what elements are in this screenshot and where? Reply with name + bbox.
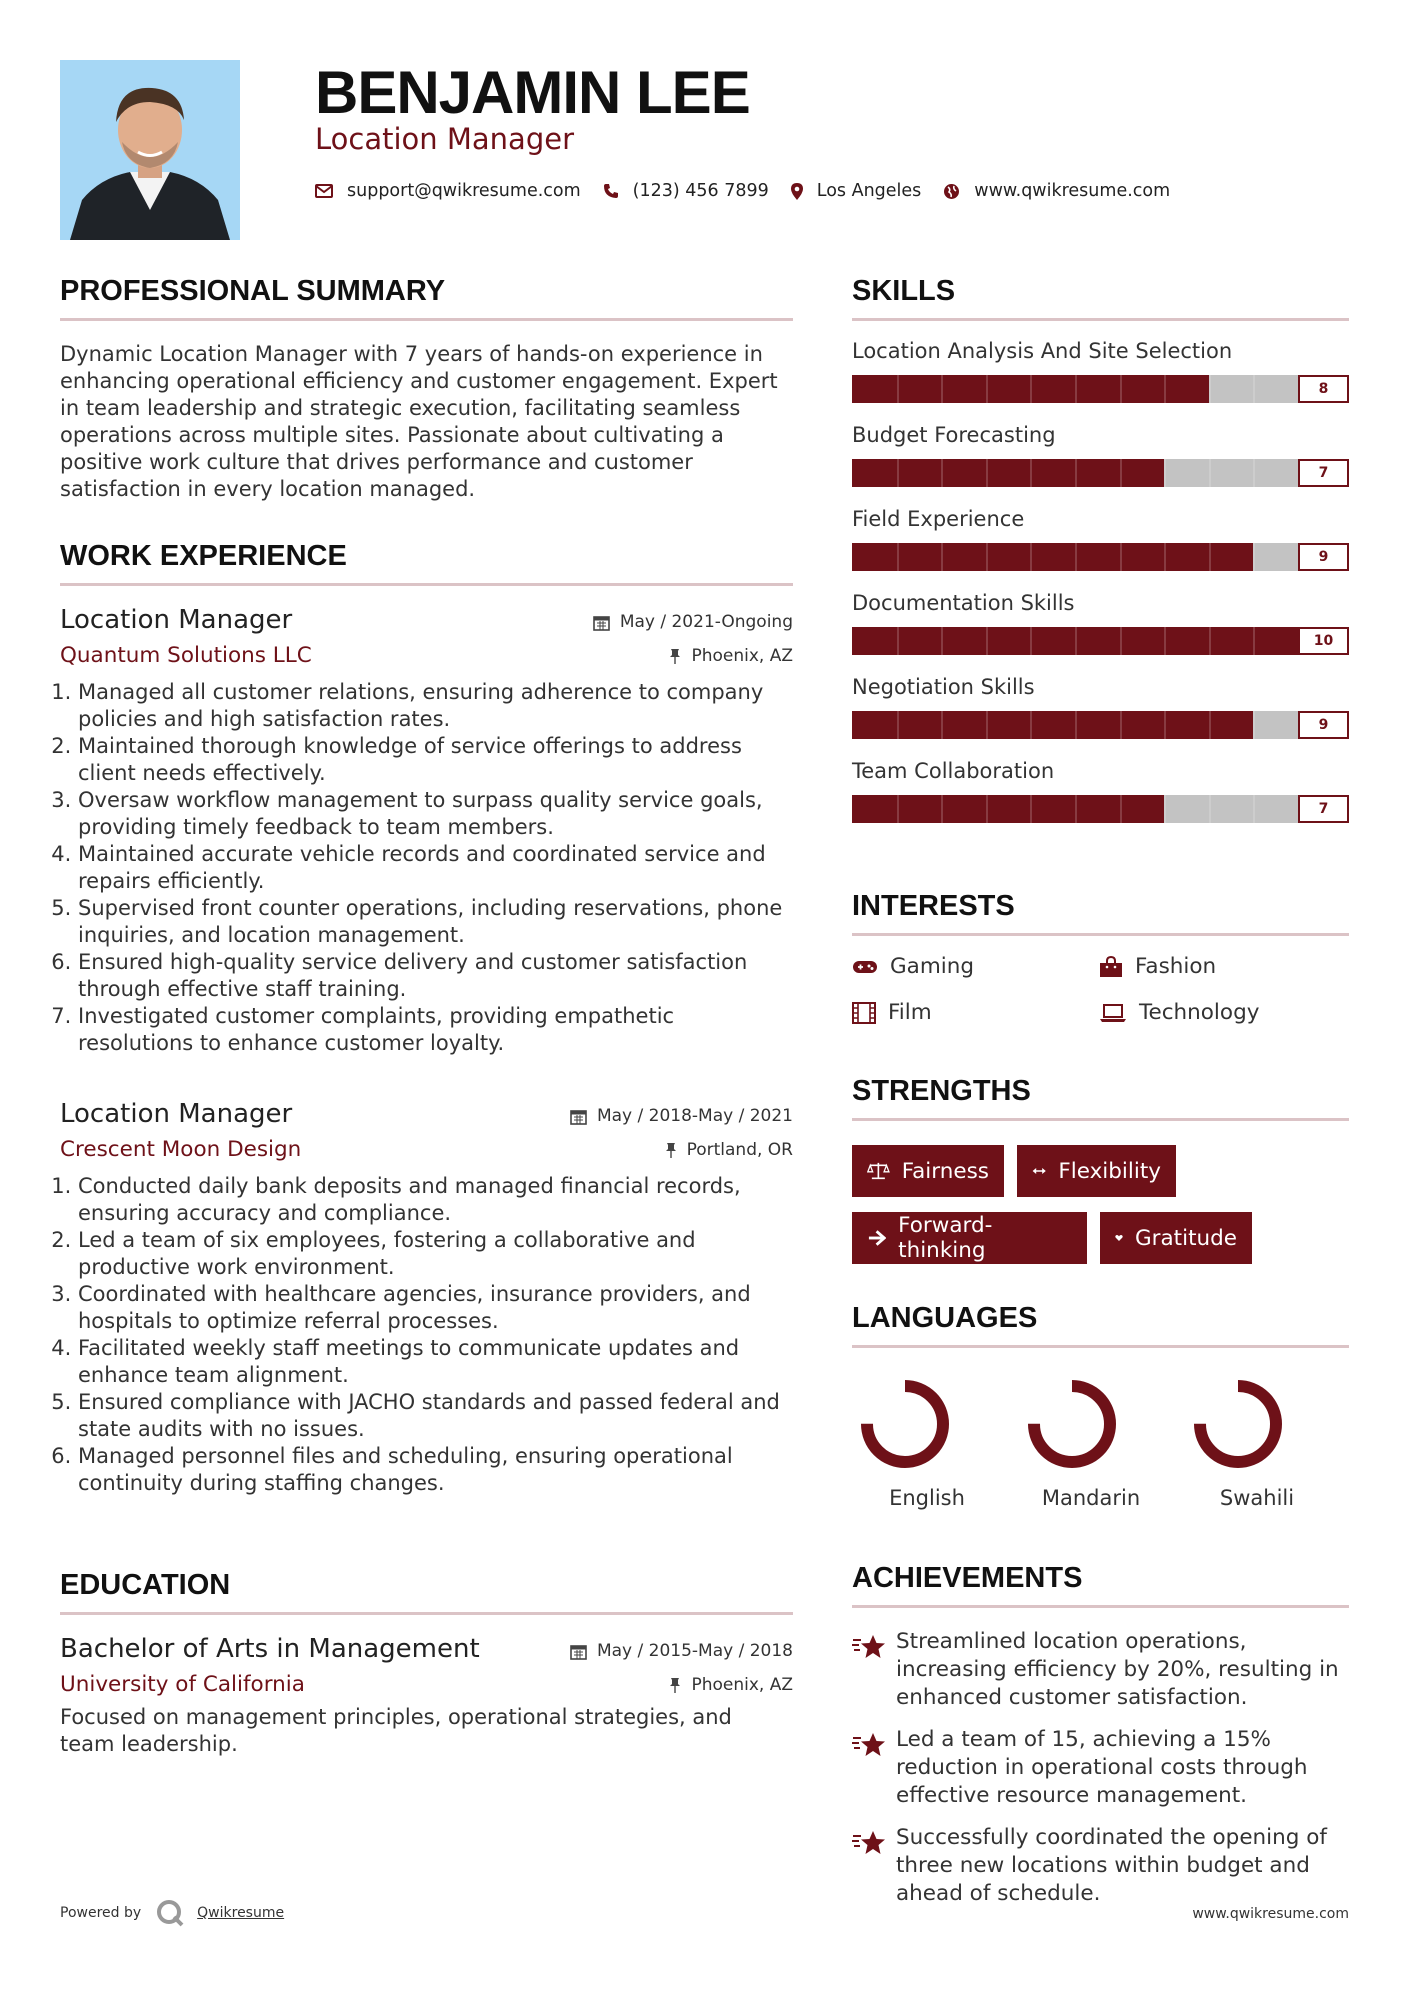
skill-segment-divider: [1120, 711, 1122, 739]
achievement-text: Streamlined location operations, increasing efficiency by 20%, resulting in enhanced customer satisfaction.: [896, 1629, 1339, 1710]
contact-phone-text: (123) 456 7899: [632, 181, 769, 201]
strength-label: Flexibility: [1058, 1158, 1161, 1184]
profile-photo: [60, 60, 240, 240]
skill-segment-divider: [986, 795, 988, 823]
strengths-heading: STRENGTHS: [852, 1075, 1349, 1121]
skill-segment-divider: [1164, 459, 1166, 487]
contact-location-text: Los Angeles: [816, 181, 922, 201]
contact-website[interactable]: [943, 181, 1170, 201]
skill-segment-divider: [1030, 459, 1032, 487]
strength-label: Forward-thinking: [898, 1213, 993, 1263]
job-company: Quantum Solutions LLC: [60, 643, 312, 668]
skills-heading: SKILLS: [852, 275, 1349, 321]
job-date-text: May / 2021-Ongoing: [619, 612, 793, 632]
skill-bar: [852, 459, 1349, 487]
thumbtack-icon: [669, 1677, 681, 1693]
skill-item: [852, 759, 1349, 823]
skill-segment-divider: [1030, 627, 1032, 655]
education-heading: EDUCATION: [60, 1569, 793, 1615]
skill-segment-divider: [986, 543, 988, 571]
skill-name: Negotiation Skills: [852, 675, 1035, 699]
arrow-right-icon: [867, 1229, 886, 1247]
job-date: [593, 612, 793, 632]
list-item: 6. Ensured high-quality service delivery and customer satisfaction through effective staff training.: [78, 949, 793, 1003]
balance-scale-icon: [867, 1160, 890, 1182]
skill-segment-divider: [1120, 375, 1122, 403]
skill-segment-divider: [1164, 795, 1166, 823]
achievement-item: [852, 1628, 1349, 1712]
skill-segment-divider: [1075, 627, 1077, 655]
job-entry: [60, 605, 793, 1057]
skill-bar: [852, 711, 1349, 739]
list-item: 4. Facilitated weekly staff meetings to communicate updates and enhance team alignment.: [78, 1335, 793, 1389]
language-progress-ring: [1016, 1374, 1166, 1474]
languages-section: [852, 1302, 1349, 1522]
skill-segment-divider: [1164, 711, 1166, 739]
skill-segment-divider: [1120, 795, 1122, 823]
skill-level: 8: [1298, 375, 1349, 403]
skill-segment-divider: [986, 711, 988, 739]
interest-label: Fashion: [1135, 954, 1217, 979]
skill-segment-divider: [941, 459, 943, 487]
interests-heading: INTERESTS: [852, 890, 1349, 936]
gamepad-icon: [852, 959, 878, 975]
list-item: 1. Managed all customer relations, ensuring adherence to company policies and high satisfaction rates.: [78, 679, 793, 733]
skill-segment-divider: [1209, 375, 1211, 403]
achievement-item: [852, 1824, 1349, 1908]
summary-text: Dynamic Location Manager with 7 years of hands-on experience in enhancing operational efficiency and customer engagement. Expert in team leadership and strategic execution, facilitating seamless operations across multiple sites. Passionate about cultivating a positive work culture that drives performance and customer satisfaction in every location managed.: [60, 342, 778, 501]
achievements-heading: ACHIEVEMENTS: [852, 1562, 1349, 1608]
contact-location: [791, 181, 922, 201]
powered-by-text: Powered by: [60, 1905, 142, 1921]
skill-segment-divider: [1164, 543, 1166, 571]
summary-heading: PROFESSIONAL SUMMARY: [60, 275, 793, 321]
skill-segment-divider: [986, 375, 988, 403]
skills-list: [852, 339, 1349, 823]
skill-segment-divider: [1030, 711, 1032, 739]
skills-section: [852, 275, 1349, 843]
skill-segment-divider: [941, 543, 943, 571]
candidate-name: BENJAMIN LEE: [315, 59, 750, 126]
skill-segment-divider: [897, 375, 899, 403]
skill-fill: [852, 543, 1253, 571]
skill-segment-divider: [1030, 375, 1032, 403]
phone-icon: [603, 183, 619, 199]
skill-segment-divider: [1075, 795, 1077, 823]
thumbtack-icon: [669, 648, 681, 664]
contact-email[interactable]: [315, 181, 581, 201]
skill-segment-divider: [941, 375, 943, 403]
skill-segment-divider: [1209, 543, 1211, 571]
interests-section: [852, 890, 1349, 1030]
strength-label: Gratitude: [1134, 1225, 1237, 1251]
skill-segment-divider: [1253, 627, 1255, 655]
arrows-horizontal-icon: [1032, 1164, 1046, 1178]
skill-fill: [852, 795, 1164, 823]
strength-badge: [852, 1212, 1087, 1264]
achievement-text: Led a team of 15, achieving a 15% reduction in operational costs through effective resource management.: [896, 1727, 1308, 1808]
skill-segment-divider: [1120, 543, 1122, 571]
skill-level: 9: [1298, 711, 1349, 739]
list-item: 6. Managed personnel files and scheduling, ensuring operational continuity during staffing changes.: [78, 1443, 793, 1497]
language-label: English: [889, 1486, 965, 1510]
interest-label: Technology: [1139, 1000, 1260, 1025]
contact-phone[interactable]: [603, 181, 769, 201]
language-label: Mandarin: [1041, 1486, 1141, 1510]
degree-title: Bachelor of Arts in Management: [60, 1634, 480, 1664]
skill-segment-divider: [1253, 375, 1255, 403]
strength-label: Fairness: [901, 1158, 989, 1184]
skill-segment-divider: [1253, 459, 1255, 487]
envelope-icon: [315, 184, 333, 198]
skill-segment-divider: [986, 459, 988, 487]
skill-segment-divider: [1120, 627, 1122, 655]
skill-segment-divider: [1120, 459, 1122, 487]
heart-icon: [1115, 1228, 1123, 1248]
language-label: Swahili: [1219, 1486, 1295, 1510]
list-item: 2. Led a team of six employees, fostering a collaborative and productive work environment.: [78, 1227, 793, 1281]
job-location: [669, 646, 793, 666]
language-progress-ring: [1182, 1374, 1332, 1474]
skill-name: Field Experience: [852, 507, 1025, 531]
skill-segment-divider: [941, 711, 943, 739]
skill-segment-divider: [1075, 711, 1077, 739]
film-icon: [852, 1002, 876, 1024]
skill-fill: [852, 459, 1164, 487]
calendar-icon: [570, 1108, 587, 1125]
skill-segment-divider: [1164, 627, 1166, 655]
list-item: 3. Oversaw workflow management to surpass quality service goals, providing timely feedback to team members.: [78, 787, 793, 841]
experience-heading: WORK EXPERIENCE: [60, 540, 793, 586]
interest-label: Gaming: [890, 954, 975, 979]
skill-bar: [852, 375, 1349, 403]
education-date: [570, 1641, 793, 1661]
strength-badge: [1017, 1145, 1176, 1197]
achievements-section: [852, 1562, 1349, 1906]
skill-segment-divider: [897, 711, 899, 739]
skill-level: 9: [1298, 543, 1349, 571]
skill-segment-divider: [897, 459, 899, 487]
globe-icon: [943, 183, 960, 200]
list-item: 2. Maintained thorough knowledge of service offerings to address client needs effectively.: [78, 733, 793, 787]
footer-powered-by: [60, 1898, 284, 1928]
skill-segment-divider: [1209, 711, 1211, 739]
school-name: University of California: [60, 1672, 305, 1697]
job-title: Location Manager: [60, 605, 293, 635]
skill-segment-divider: [986, 627, 988, 655]
star-award-icon: [852, 1732, 886, 1758]
interest-label: Film: [888, 1000, 932, 1025]
skill-segment-divider: [897, 795, 899, 823]
skill-bar: [852, 795, 1349, 823]
skill-segment-divider: [1075, 375, 1077, 403]
map-marker-icon: [791, 183, 803, 200]
calendar-icon: [570, 1643, 587, 1660]
star-award-icon: [852, 1830, 886, 1856]
footer-website[interactable]: www.qwikresume.com: [1192, 1906, 1349, 1922]
interest-item: [1099, 1000, 1259, 1025]
skill-segment-divider: [941, 627, 943, 655]
skill-segment-divider: [941, 795, 943, 823]
language-progress-ring: [852, 1374, 1002, 1474]
language-item: [852, 1374, 1002, 1510]
education-date-text: May / 2015-May / 2018: [596, 1641, 793, 1661]
strengths-section: [852, 1075, 1349, 1275]
skill-name: Budget Forecasting: [852, 423, 1056, 447]
achievement-item: [852, 1726, 1349, 1810]
education-description: Focused on management principles, operational strategies, and team leadership.: [60, 1705, 732, 1756]
skill-segment-divider: [1030, 795, 1032, 823]
skill-item: [852, 675, 1349, 739]
languages-heading: LANGUAGES: [852, 1302, 1349, 1348]
skill-segment-divider: [1253, 711, 1255, 739]
skill-segment-divider: [1075, 459, 1077, 487]
skill-item: [852, 423, 1349, 487]
job-responsibilities: [60, 679, 793, 1057]
job-company: Crescent Moon Design: [60, 1137, 302, 1162]
list-item: 5. Ensured compliance with JACHO standards and passed federal and state audits with no issues.: [78, 1389, 793, 1443]
language-item: [1182, 1374, 1332, 1510]
list-item: 5. Supervised front counter operations, including reservations, phone inquiries, and location management.: [78, 895, 793, 949]
contact-website-text: www.qwikresume.com: [974, 181, 1171, 201]
qwikresume-logo-icon: [155, 1898, 185, 1928]
contact-bar: [315, 178, 1192, 204]
skill-segment-divider: [1164, 375, 1166, 403]
job-location-text: Phoenix, AZ: [691, 646, 793, 666]
skill-name: Team Collaboration: [852, 759, 1055, 783]
contact-email-text: support@qwikresume.com: [347, 181, 581, 201]
skill-segment-divider: [897, 627, 899, 655]
list-item: 7. Investigated customer complaints, providing empathetic resolutions to enhance customer loyalty.: [78, 1003, 793, 1057]
thumbtack-icon: [665, 1142, 677, 1158]
education-location-text: Phoenix, AZ: [691, 1675, 793, 1695]
skill-segment-divider: [1253, 795, 1255, 823]
skill-segment-divider: [1075, 543, 1077, 571]
achievement-text: Successfully coordinated the opening of three new locations within budget and ahead of schedule.: [896, 1825, 1327, 1906]
job-location: [665, 1140, 793, 1160]
skill-segment-divider: [897, 543, 899, 571]
job-title: Location Manager: [60, 1099, 293, 1129]
skill-name: Documentation Skills: [852, 591, 1075, 615]
job-location-text: Portland, OR: [686, 1140, 793, 1160]
skill-level: 7: [1298, 459, 1349, 487]
interest-item: [852, 954, 974, 979]
skill-segment-divider: [1209, 459, 1211, 487]
job-responsibilities: [60, 1173, 793, 1497]
interest-item: [852, 1000, 932, 1025]
list-item: 1. Conducted daily bank deposits and managed financial records, ensuring accuracy and compliance.: [78, 1173, 793, 1227]
list-item: 3. Coordinated with healthcare agencies, insurance providers, and hospitals to optimize referral processes.: [78, 1281, 793, 1335]
skill-segment-divider: [1253, 543, 1255, 571]
skill-item: [852, 591, 1349, 655]
skill-bar: [852, 627, 1349, 655]
skill-segment-divider: [1209, 627, 1211, 655]
job-date-text: May / 2018-May / 2021: [596, 1106, 793, 1126]
candidate-title: Location Manager: [315, 122, 574, 156]
list-item: 4. Maintained accurate vehicle records and coordinated service and repairs efficiently.: [78, 841, 793, 895]
skill-name: Location Analysis And Site Selection: [852, 339, 1233, 363]
education-entry: [60, 1634, 793, 1758]
experience-section: [60, 540, 793, 586]
skill-item: [852, 507, 1349, 571]
education-section: [60, 1569, 793, 1615]
education-location: [669, 1675, 793, 1695]
shopping-bag-icon: [1099, 956, 1123, 978]
skill-segment-divider: [1030, 543, 1032, 571]
laptop-icon: [1099, 1003, 1127, 1023]
skill-item: [852, 339, 1349, 403]
job-entry: [60, 1099, 793, 1497]
star-award-icon: [852, 1634, 886, 1660]
skill-bar: [852, 543, 1349, 571]
language-item: [1016, 1374, 1166, 1510]
footer-brand-link[interactable]: Qwikresume: [197, 1905, 285, 1921]
strength-badge: [852, 1145, 1004, 1197]
summary-section: [60, 275, 793, 503]
interest-item: [1099, 954, 1216, 979]
skill-fill: [852, 711, 1253, 739]
job-date: [570, 1106, 793, 1126]
skill-level: 10: [1298, 627, 1349, 655]
skill-level: 7: [1298, 795, 1349, 823]
calendar-icon: [593, 614, 610, 631]
skill-segment-divider: [1209, 795, 1211, 823]
strength-badge: [1100, 1212, 1252, 1264]
